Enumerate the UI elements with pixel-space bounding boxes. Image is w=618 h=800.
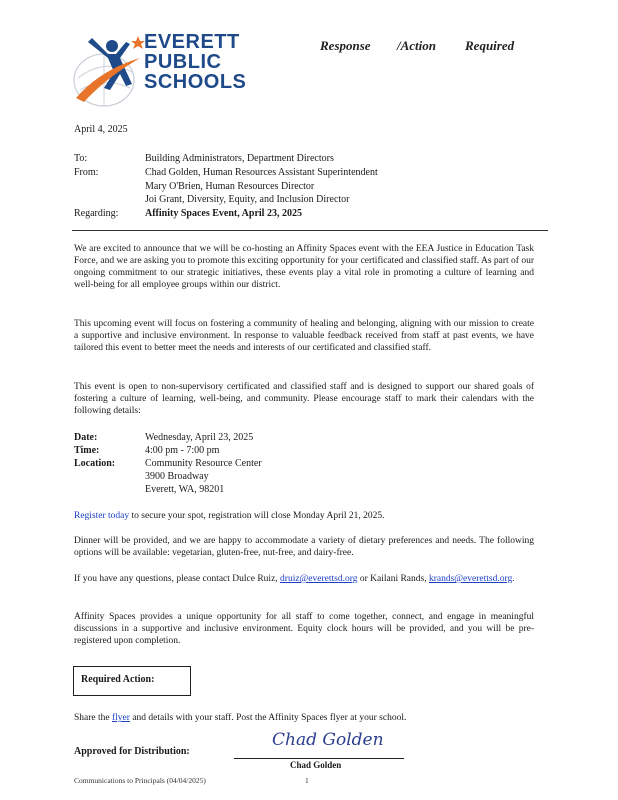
event-time-label: Time: <box>74 445 100 456</box>
logo-line-2: PUBLIC <box>144 51 222 73</box>
regarding-label: Regarding: <box>74 208 119 219</box>
approved-label: Approved for Distribution: <box>74 746 190 757</box>
closing-paragraph: Affinity Spaces provides a unique opportunity for all staff to come together, connect, and engage in meaningful discussions in a supportive and inclusive environment. Equity clock hours will be provided, and you will be pre-registered upon completion. <box>74 612 534 646</box>
flyer-link[interactable]: flyer <box>112 713 130 723</box>
email-link-druiz[interactable]: druiz@everettsd.org <box>280 574 358 584</box>
logo-wordmark <box>144 32 246 92</box>
from-line-2: Mary O'Brien, Human Resources Director <box>145 181 315 192</box>
required-action-box <box>73 666 191 696</box>
signature-image: Chad Golden <box>272 730 384 750</box>
logo-line-3: SCHOOLS <box>144 71 247 93</box>
focus-paragraph: This upcoming event will focus on fostering a community of healing and belonging, aligning with our mission to create a supportive and inclusive environment. In response to valuable feedback received from staff at past events, we have tailored this event to better meet the needs and interests of our certificated and classified staff. <box>74 319 534 353</box>
event-date-value: Wednesday, April 23, 2025 <box>145 432 254 443</box>
register-paragraph <box>74 510 534 522</box>
contact-pre: If you have any questions, please contact Dulce Ruiz, <box>74 574 281 584</box>
page-number: 1 <box>305 776 309 785</box>
event-time-value: 4:00 pm - 7:00 pm <box>145 445 220 456</box>
logo-figure-icon <box>70 28 150 110</box>
contact-mid: or Kailani Rands, <box>357 574 429 584</box>
intro-paragraph: We are excited to announce that we will be co-hosting an Affinity Spaces event with the EEA Justice in Education Task Force, and we are asking you to promote this exciting opportunity for your certificated and classified staff. As part of our ongoing commitment to our strategic initiatives, these events play a vital role in promoting a culture of learning and well-being for all employee groups within our district. <box>74 244 534 290</box>
footer-label: Communications to Principals (04/04/2025) <box>74 776 206 785</box>
location-line-3: Everett, WA, 98201 <box>145 484 225 495</box>
dinner-paragraph: Dinner will be provided, and we are happy to accommodate a variety of dietary preferences and needs. The following options will be available: vegetarian, gluten-free, nut-free, and dairy-free. <box>74 536 534 558</box>
signature-line <box>234 758 404 759</box>
header-divider <box>72 230 548 231</box>
header-required: Required <box>465 38 515 53</box>
share-paragraph <box>74 712 534 724</box>
header-response: Response <box>320 38 371 53</box>
required-action-label: Required Action: <box>81 674 155 685</box>
logo-line-1: EVERETT <box>144 31 240 53</box>
memo-date: April 4, 2025 <box>74 124 128 135</box>
event-location-label: Location: <box>74 458 116 469</box>
share-pre: Share the <box>74 713 112 723</box>
event-date-label: Date: <box>74 432 98 443</box>
location-line-1: Community Resource Center <box>145 458 262 469</box>
contact-paragraph <box>74 573 534 585</box>
contact-post: . <box>512 574 515 584</box>
register-rest: to secure your spot, registration will close Monday April 21, 2025. <box>129 511 385 521</box>
to-value: Building Administrators, Department Directors <box>145 153 334 164</box>
from-line-1: Chad Golden, Human Resources Assistant Superintendent <box>145 167 378 178</box>
district-logo <box>70 28 260 110</box>
regarding-value: Affinity Spaces Event, April 23, 2025 <box>145 208 302 219</box>
signer-name: Chad Golden <box>290 760 342 770</box>
to-label: To: <box>74 153 88 164</box>
from-line-3: Joi Grant, Diversity, Equity, and Inclusion Director <box>145 194 350 205</box>
header-action: /Action <box>397 38 437 53</box>
location-line-2: 3900 Broadway <box>145 471 209 482</box>
eligibility-paragraph: This event is open to non-supervisory certificated and classified staff and is designed to support our shared goals of fostering a culture of learning, well-being, and community. Please encourage staff to mark their calendars with the following details: <box>74 382 534 416</box>
share-post: and details with your staff. Post the Affinity Spaces flyer at your school. <box>129 713 407 723</box>
from-label: From: <box>74 167 99 178</box>
register-today-link[interactable]: Register today <box>74 511 130 521</box>
email-link-krands[interactable]: krands@everettsd.org <box>428 574 513 584</box>
